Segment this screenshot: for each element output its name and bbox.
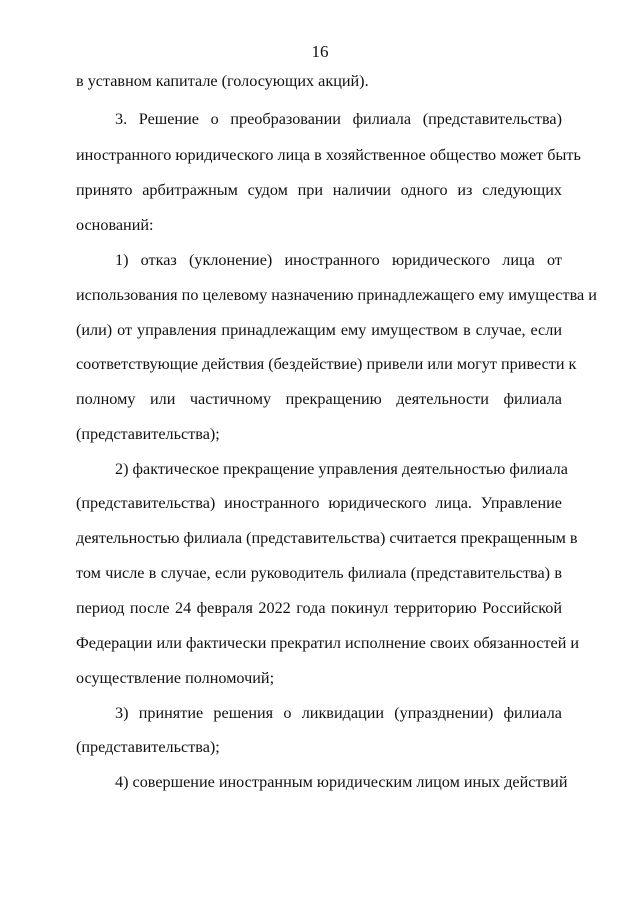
paragraph-3-first-line: 3. Решение о преобразовании филиала (представительства) (115, 110, 562, 128)
text-line: осуществление полномочий; (76, 669, 275, 687)
text-line: Федерации или фактически прекратил исполнение своих обязанностей и (76, 634, 580, 652)
text-line: (представительства) иностранного юридического лица. Управление (76, 494, 562, 512)
text-line: в уставном капитале (голосующих акций). (76, 72, 369, 90)
text-line: (представительства); (76, 425, 220, 443)
item-1-first-line: 1) отказ (уклонение) иностранного юридического лица от (115, 251, 562, 269)
item-4-first-line: 4) совершение иностранным юридическим лицом иных действий (115, 773, 568, 791)
text-line: использования по целевому назначению принадлежащего ему имущества и (76, 286, 597, 304)
text-line: полному или частичному прекращению деятельности филиала (76, 390, 562, 408)
text-line: деятельностью филиала (представительства) считается прекращенным в (76, 529, 578, 547)
text-line: период после 24 февраля 2022 года покинул территорию Российской (76, 599, 562, 617)
text-line: (или) от управления принадлежащим ему имуществом в случае, если (76, 321, 562, 339)
item-2-first-line: 2) фактическое прекращение управления деятельностью филиала (115, 460, 568, 478)
text-line: принято арбитражным судом при наличии одного из следующих (76, 181, 562, 199)
text-line: (представительства); (76, 738, 220, 756)
text-line: оснований: (76, 216, 154, 234)
page-number: 16 (311, 42, 329, 61)
text-line: иностранного юридического лица в хозяйственное общество может быть (76, 146, 581, 164)
item-3-first-line: 3) принятие решения о ликвидации (упразднении) филиала (115, 704, 562, 722)
text-line: соответствующие действия (бездействие) привели или могут привести к (76, 355, 577, 373)
text-line: том числе в случае, если руководитель филиала (представительства) в (76, 564, 562, 582)
